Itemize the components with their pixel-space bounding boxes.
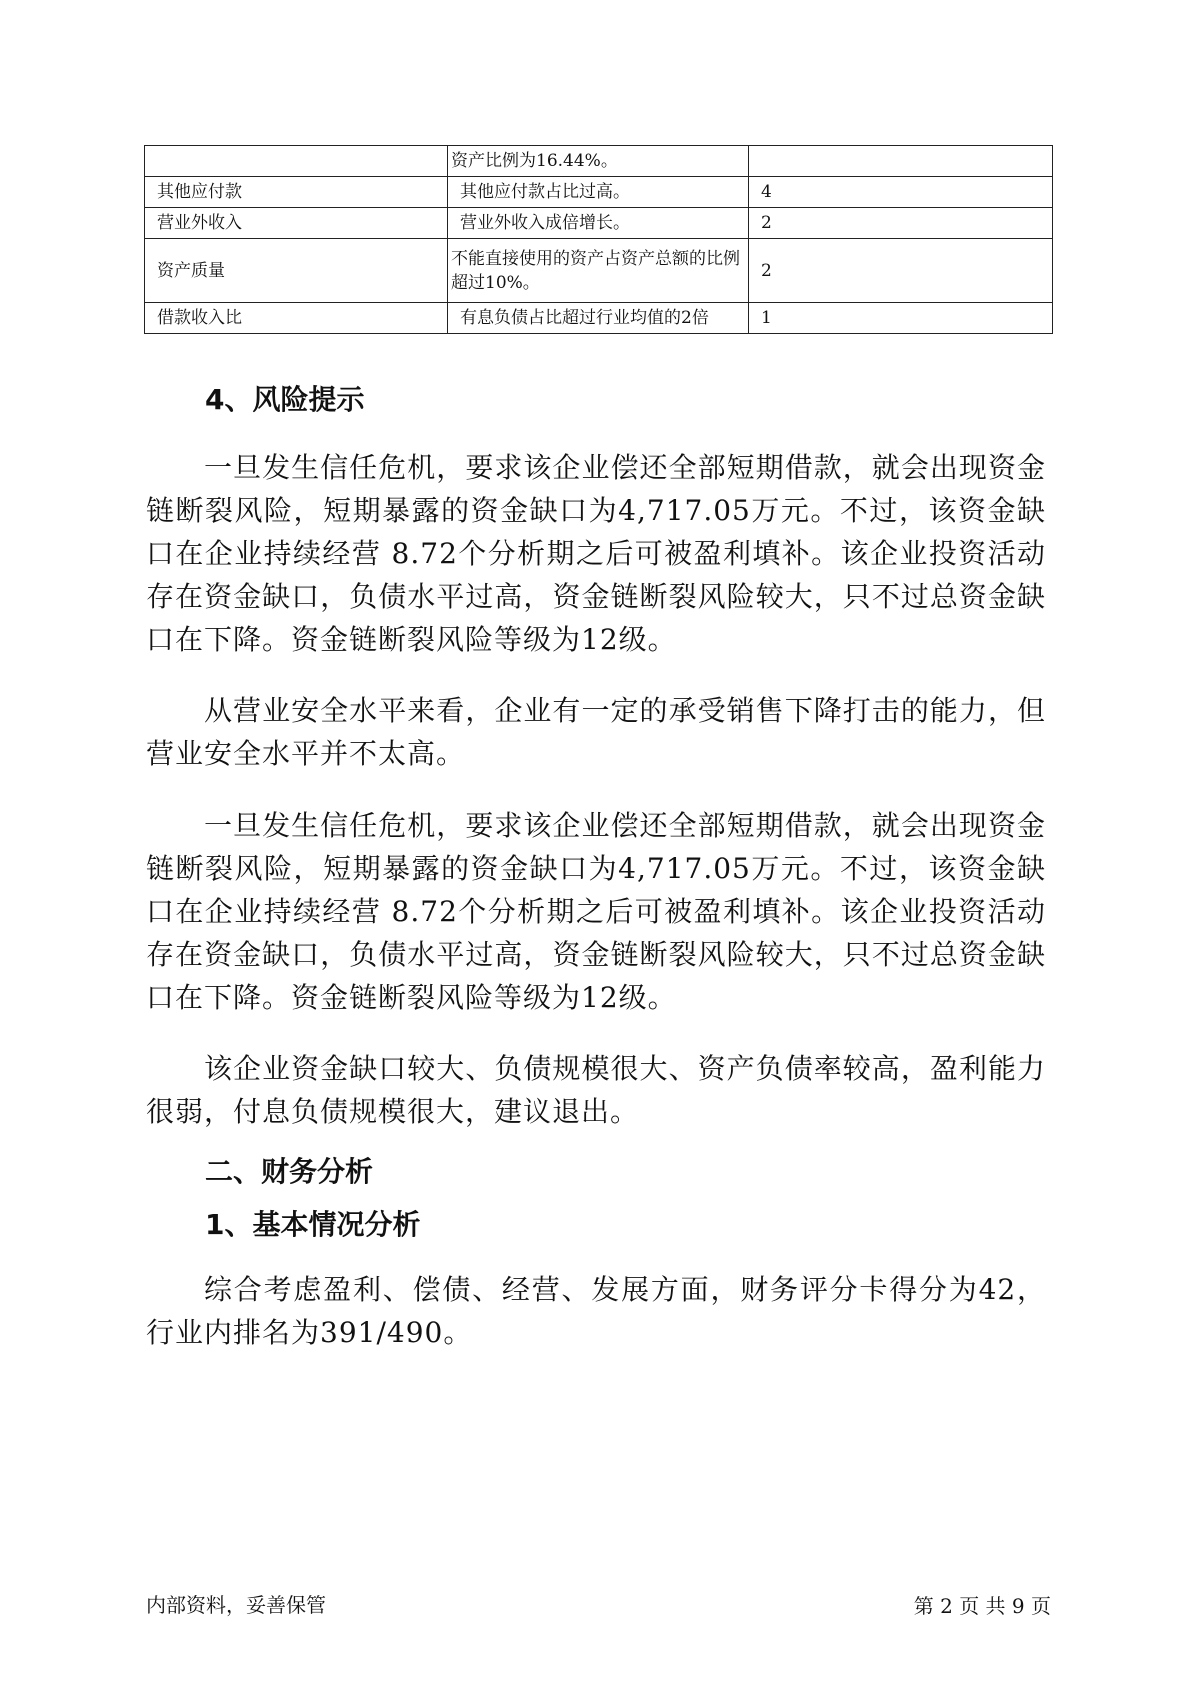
finance-paragraph: 综合考虑盈利、偿债、经营、发展方面，财务评分卡得分为42，行业内排名为391/490。 [146, 1273, 1046, 1349]
indicator-cell: 借款收入比 [145, 303, 448, 334]
score-cell: 1 [749, 303, 1053, 334]
description-cell: 有息负债占比超过行业均值的2倍 [448, 303, 749, 334]
description-cell: 营业外收入成倍增长。 [448, 208, 749, 239]
table-row [145, 146, 1053, 177]
table-row [145, 177, 1053, 208]
description-cell: 不能直接使用的资产占资产总额的比例超过10%。 [448, 239, 749, 303]
risk-paragraph-4: 该企业资金缺口较大、负债规模很大、资产负债率较高，盈利能力很弱，付息负债规模很大，建议退出。 [146, 1052, 1046, 1128]
risk-paragraph-2: 从营业安全水平来看，企业有一定的承受销售下降打击的能力，但营业安全水平并不太高。 [146, 694, 1046, 770]
risk-heading: 4、风险提示 [205, 383, 365, 416]
confidential-note: 内部资料，妥善保管 [146, 1593, 326, 1617]
risk-paragraph-1: 一旦发生信任危机，要求该企业偿还全部短期借款，就会出现资金链断裂风险，短期暴露的资金缺口为4,717.05万元。不过，该资金缺口在企业持续经营 8.72个分析期之后可被盈利填补。该企业投资活动存在资金缺口，负债水平过高，资金链断裂风险较大，只不过总资金缺口在下降。资金链断裂风险等级为12级。 [146, 451, 1046, 656]
table-row [145, 208, 1053, 239]
page-number: 第 2 页 共 9 页 [913, 1594, 1051, 1618]
description-cell: 资产比例为16.44%。 [448, 146, 749, 177]
indicator-cell: 其他应付款 [145, 177, 448, 208]
table-row [145, 239, 1053, 303]
risk-paragraph-3: 一旦发生信任危机，要求该企业偿还全部短期借款，就会出现资金链断裂风险，短期暴露的资金缺口为4,717.05万元。不过，该资金缺口在企业持续经营 8.72个分析期之后可被盈利填补。该企业投资活动存在资金缺口，负债水平过高，资金链断裂风险较大，只不过总资金缺口在下降。资金链断裂风险等级为12级。 [146, 809, 1046, 1014]
finance-heading: 二、财务分析 [205, 1155, 374, 1188]
score-cell: 4 [749, 177, 1053, 208]
indicator-cell [145, 146, 448, 177]
indicator-cell: 资产质量 [145, 239, 448, 303]
indicator-cell: 营业外收入 [145, 208, 448, 239]
score-cell: 2 [749, 239, 1053, 303]
score-cell [749, 146, 1053, 177]
score-cell: 2 [749, 208, 1053, 239]
risk-indicator-table [144, 145, 1053, 334]
table-row [145, 303, 1053, 334]
basic-analysis-heading: 1、基本情况分析 [205, 1208, 421, 1241]
description-cell: 其他应付款占比过高。 [448, 177, 749, 208]
